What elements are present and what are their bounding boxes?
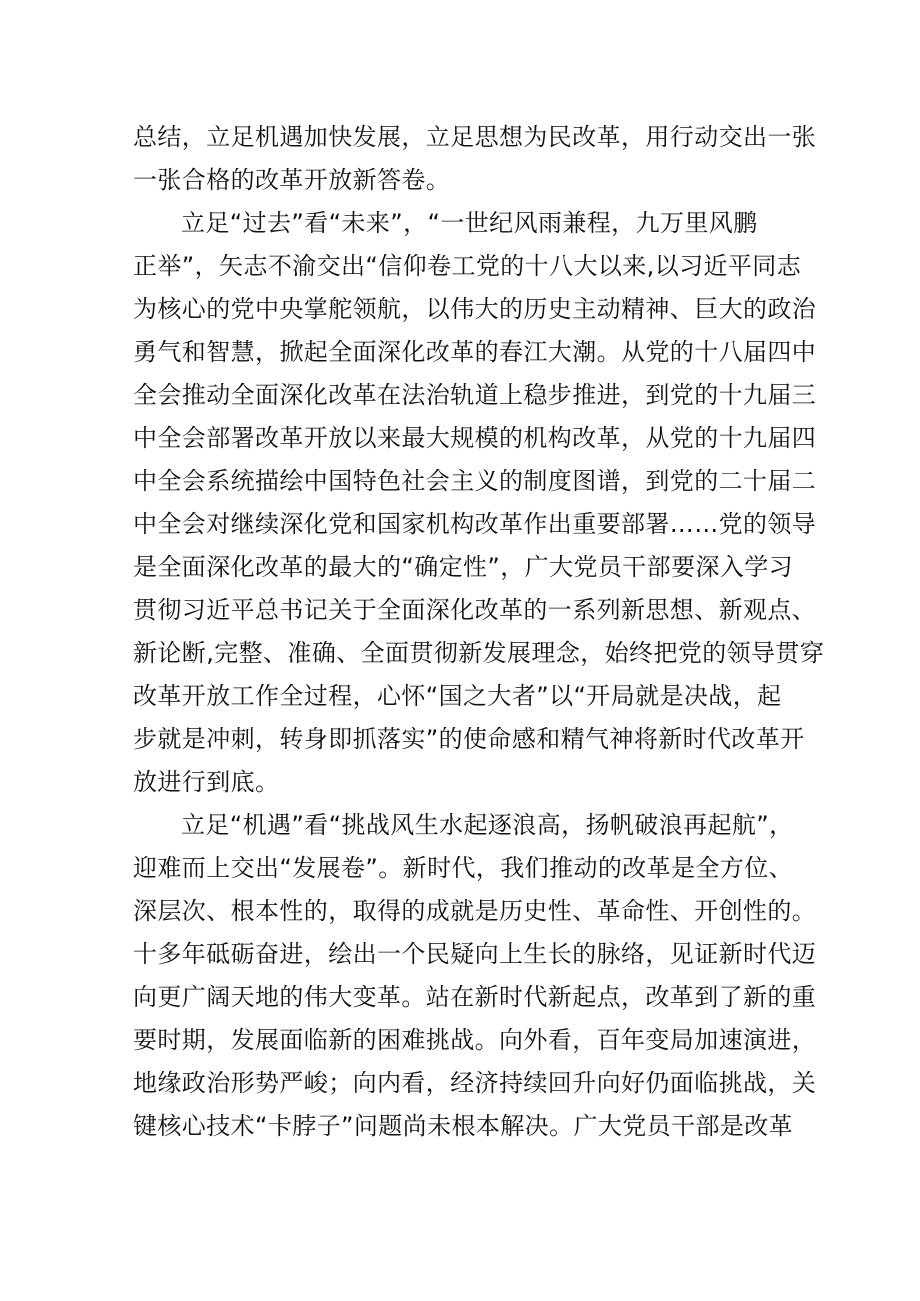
text-line: 立足“过去”看“未来”，“一世纪风雨兼程，九万里风鹏 xyxy=(181,209,758,237)
text-line: 贯彻习近平总书记关于全面深化改革的一系列新思想、新观点、 xyxy=(133,596,817,624)
text-line: 一张合格的改革开放新答卷。 xyxy=(133,166,451,194)
text-line: 勇气和智慧，掀起全面深化改革的春江大潮。从党的十八届四中 xyxy=(133,338,817,366)
text-line: 立足“机遇”看“挑战风生水起逐浪高，扬帆破浪再起航”， xyxy=(181,811,794,839)
text-line: 深层次、根本性的，取得的成就是历史性、革命性、开创性的。 xyxy=(133,897,817,925)
text-line: 步就是冲刺，转身即抓落实”的使命感和精气神将新时代改革开 xyxy=(133,725,805,753)
document-body xyxy=(133,116,825,1148)
text-line: 是全面深化改革的最大的“确定性”，广大党员干部要深入学习 xyxy=(133,553,794,581)
text-line: 迎难而上交出“发展卷”。新时代，我们推动的改革是全方位、 xyxy=(133,854,794,882)
text-line: 中全会部署改革开放以来最大规模的机构改革，从党的十九届四 xyxy=(133,424,817,452)
text-line: 正举”，矢志不渝交出“信仰卷工党的十八大以来,以习近平同志 xyxy=(133,252,802,280)
text-line: 新论断,完整、准确、全面贯彻新发展理念，始终把党的领导贯穿 xyxy=(133,639,825,667)
text-line: 中全会对继续深化党和国家机构改革作出重要部署……党的领导 xyxy=(133,510,817,538)
text-line: 全会推动全面深化改革在法治轨道上稳步推进，到党的十九届三 xyxy=(133,381,817,409)
text-line: 向更广阔天地的伟大变革。站在新时代新起点，改革到了新的重 xyxy=(133,983,817,1011)
text-line: 改革开放工作全过程，心怀“国之大者”以“开局就是决战，起 xyxy=(133,682,782,710)
text-line: 十多年砥砺奋进，绘出一个民疑向上生长的脉络，见证新时代迈 xyxy=(133,940,817,968)
text-line: 键核心技术“卡脖子”问题尚未根本解决。广大党员干部是改革 xyxy=(133,1112,794,1140)
text-line: 放进行到底。 xyxy=(133,768,280,796)
text-line: 总结，立足机遇加快发展，立足思想为民改革，用行动交出一张 xyxy=(133,123,817,151)
text-line: 中全会系统描绘中国特色社会主义的制度图谱，到党的二十届二 xyxy=(133,467,817,495)
paragraph-3 xyxy=(133,804,817,1148)
paragraph-2 xyxy=(133,202,825,804)
paragraph-1 xyxy=(133,116,817,202)
text-line: 要时期，发展面临新的困难挑战。向外看，百年变局加速演进， xyxy=(133,1026,817,1054)
text-line: 地缘政治形势严峻；向内看，经济持续回升向好仍面临挑战，关 xyxy=(133,1069,817,1097)
text-line: 为核心的党中央掌舵领航，以伟大的历史主动精神、巨大的政治 xyxy=(133,295,817,323)
